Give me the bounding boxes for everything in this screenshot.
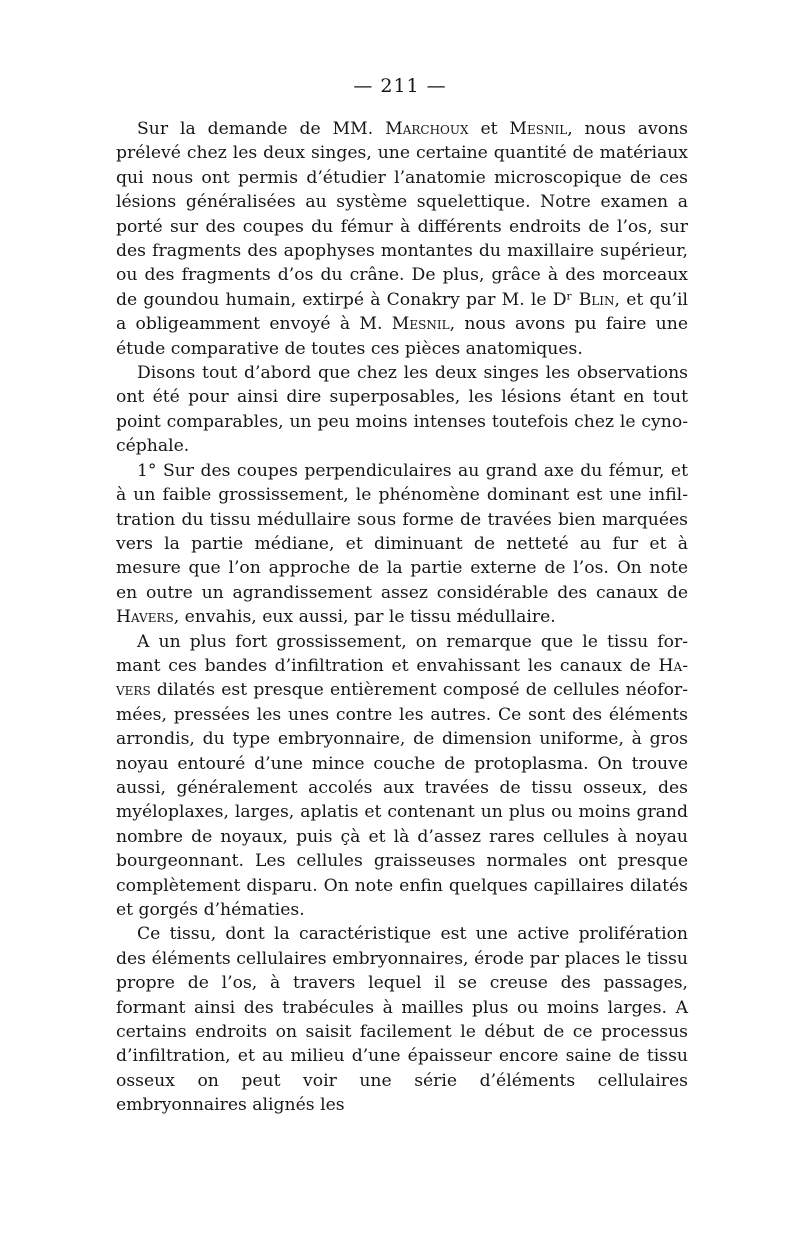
author-name: Mesnil [509, 119, 568, 139]
author-name: Blin [578, 289, 615, 310]
author-name: Havers [116, 607, 174, 628]
text-run: , nous avons prélevé chez les deux singes, une certaine quantité de matériaux qui nous ont permis d’étudier l’anatomie microscopique de ces lésions généralisées au système squelettique. Notre examen a porté sur des coupes du fémur à différents endroits de l’os, sur des fragments des apophyses montantes du maxillaire supérieur, ou des fragments d’os du crâne. De plus, grâce à des morceaux de goundou humain, extirpé à Conakry par M. le Dʳ [116, 119, 688, 310]
text-run: dilatés est presque entièrement composé de cellules néoformées, pressées les unes contre les autres. Ce sont des éléments arrondis, du type embryonnaire, de dimension uniforme, à gros noyau entouré d’une mince couche de protoplasma. On trouve aussi, généralement accolés aux travées de tissu osseux, des myéloplaxes, larges, aplatis et contenant un plus ou moins grand nombre de noyaux, puis çà et là d’assez rares cellules à noyau bourgeonnant. Les cellules graisseuses normales ont presque complètement disparu. On note enfin quelques capillaires dilatés et gorgés d’hématies. [116, 680, 688, 920]
text-run: Ce tissu, dont la caractéristique est une active prolifération des éléments cellulaires embryonnaires, érode par places le tissu propre de l’os, à travers lequel il se creuse des passages, formant ainsi des trabécules à mailles plus ou moins larges. A certains endroits on saisit facilement le début de ce processus d’infiltration, et au milieu d’une épaisseur encore saine de tissu osseux on peut voir une série d’éléments cellulaires embryonnaires alignés les [116, 924, 688, 1116]
text-run: 1° Sur des coupes perpendiculaires au grand axe du fémur, et à un faible grossissement, le phénomène dominant est une infiltration du tissu médullaire sous forme de travées bien marquées vers la partie médiane, et diminuant de netteté au fur et à mesure que l’on approche de la partie externe de l’os. On note en outre un agrandissement assez considérable des canaux de [116, 460, 688, 603]
text-run: , nous avons pu faire une étude comparative de toutes ces pièces anatomiques. [116, 314, 688, 359]
page-number: — 211 — [353, 75, 447, 97]
paragraph [116, 117, 688, 361]
text-run: A un plus fort grossissement, on remarque que le tissu formant ces bandes d’infiltration et envahissant les canaux de [116, 631, 688, 676]
paragraph [116, 922, 688, 1117]
paragraph [116, 630, 688, 923]
body-text [116, 117, 688, 1118]
paragraph [116, 361, 688, 459]
author-name: Havers [116, 655, 688, 701]
text-run: , envahis, eux aussi, par le tissu médullaire. [173, 607, 556, 628]
text-run: Sur la demande de MM. [137, 119, 386, 139]
text-run: Disons tout d’abord que chez les deux singes les observations ont été pour ainsi dire superposables, les lésions étant en tout point comparables, un peu moins intenses toutefois chez le cynocéphale. [116, 363, 688, 457]
author-name: Marchoux [385, 119, 469, 139]
text-run: et [468, 119, 510, 139]
paragraph [116, 459, 688, 630]
text-run: , et qu’il a obligeamment envoyé à M. [116, 289, 688, 335]
author-name: Mesnil [391, 314, 450, 335]
